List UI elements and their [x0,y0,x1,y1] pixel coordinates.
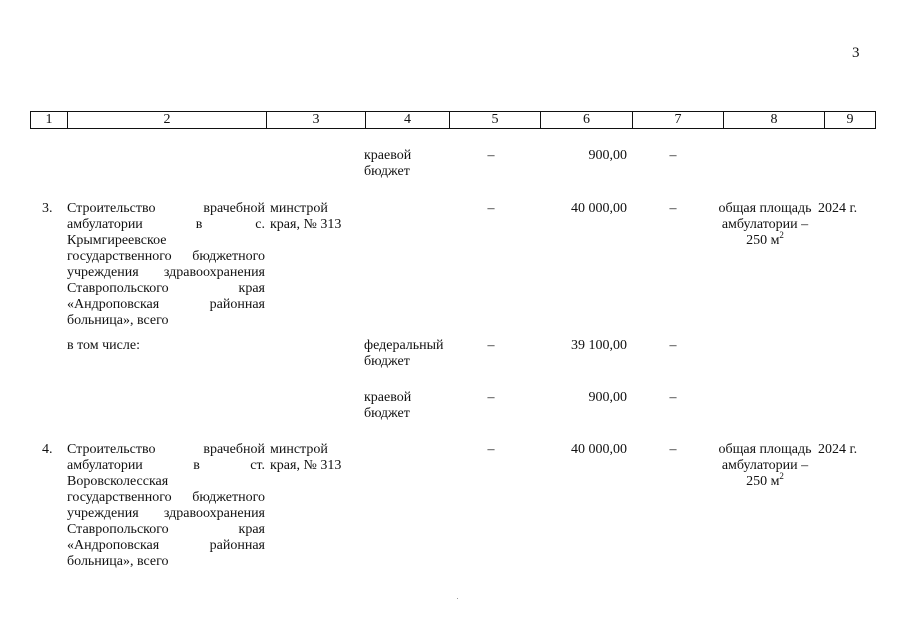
column-number-3: 3 [267,112,366,128]
amount: 900,00 [588,390,627,405]
column-7-value: – [669,442,677,457]
amount: 39 100,00 [571,338,627,353]
column-number-6: 6 [541,112,633,128]
expected-result: общая площадь амбулатории – 250 $м^2$ [718,201,812,248]
item-name: Строительство врачебной амбулатории в с. Крымгиреевское государственного бюджетного учреждения здравоохранения Ставропольского края «Андроповская районная больница», всего [67,201,265,328]
item-number: 4. [42,442,53,457]
column-5-value: – [487,338,495,353]
funding-source: федеральный бюджет [364,338,444,369]
amount: 40 000,00 [571,442,627,457]
column-5-value: – [487,201,495,216]
expected-result: общая площадь амбулатории – 250 $м^2$ [718,442,812,489]
column-number-5: 5 [450,112,541,128]
funding-source: краевой бюджет [364,148,412,179]
executor: минстрой края, № 313 [270,201,342,232]
column-number-1: 1 [31,112,68,128]
item-name: в том числе: [67,338,140,353]
item-name: Строительство врачебной амбулатории в ст. Воровсколесская государственного бюджетного учреждения здравоохранения Ставропольского края «Андроповская районная больница», всего [67,442,265,569]
amount: 900,00 [588,148,627,163]
funding-source: краевой бюджет [364,390,412,421]
column-7-value: – [669,338,677,353]
table-header-row [30,111,876,129]
column-5-value: – [487,390,495,405]
scan-speck [457,598,458,599]
executor: минстрой края, № 313 [270,442,342,473]
page-number: 3 [852,45,860,61]
item-number: 3. [42,201,53,216]
column-7-value: – [669,201,677,216]
column-5-value: – [487,442,495,457]
column-number-7: 7 [633,112,724,128]
column-number-9: 9 [846,112,854,127]
column-7-value: – [669,390,677,405]
completion-year: 2024 г. [818,201,858,216]
column-number-2: 2 [68,112,267,128]
column-number-8: 8 [724,112,825,128]
column-5-value: – [487,148,495,163]
column-number-4: 4 [366,112,450,128]
completion-year: 2024 г. [818,442,858,457]
column-7-value: – [669,148,677,163]
amount: 40 000,00 [571,201,627,216]
